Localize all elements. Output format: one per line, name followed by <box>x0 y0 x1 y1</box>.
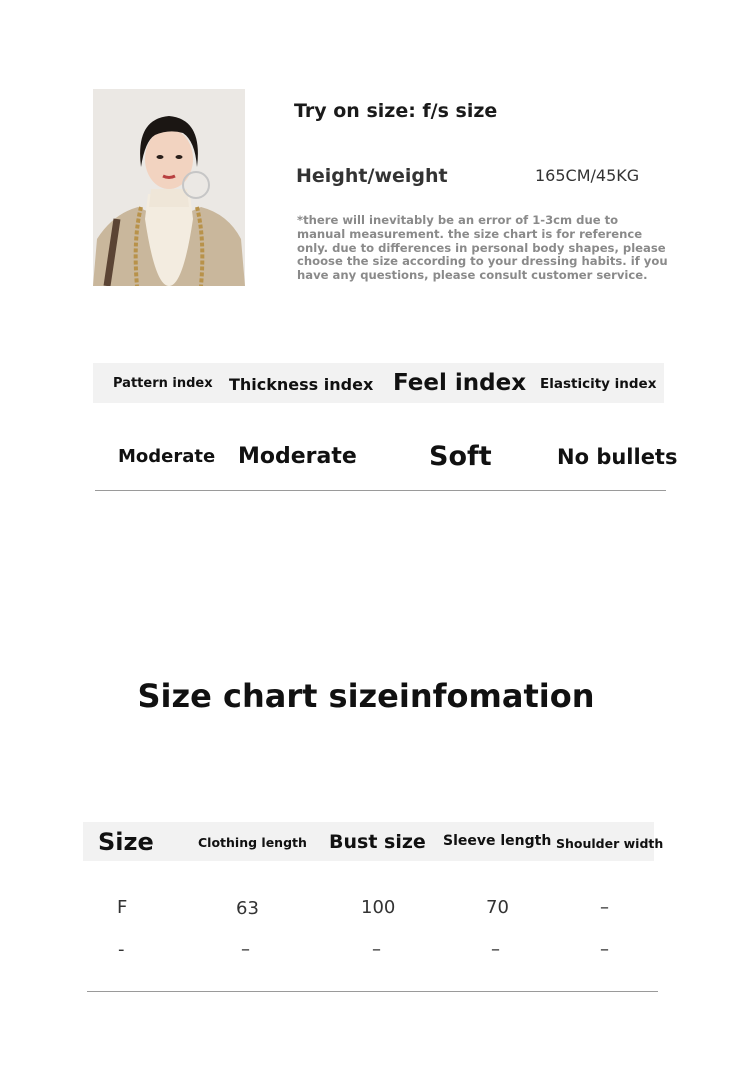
clothing-length-header: Clothing length <box>198 835 307 850</box>
note-line: manual measurement. the size chart is for reference <box>297 226 643 241</box>
height-weight-label: Height/weight <box>296 165 448 187</box>
pattern-index-header: Pattern index <box>113 376 213 391</box>
bust-size-header: Bust size <box>329 831 426 853</box>
note-line: choose the size according to your dressing habits. if you <box>297 254 668 269</box>
shoulder-width-header: Shoulder width <box>556 836 664 851</box>
try-on-size: Try on size: f/s size <box>294 100 498 122</box>
table-cell: 63 <box>236 898 259 919</box>
thickness-index-header: Thickness index <box>229 375 374 394</box>
elasticity-index-header: Elasticity index <box>540 376 657 392</box>
table-cell: – <box>600 897 609 918</box>
note-line: *there will inevitably be an error of 1-3cm due to <box>297 213 619 227</box>
size-header: Size <box>98 828 154 856</box>
sleeve-length-header: Sleeve length <box>443 833 552 849</box>
model-illustration <box>93 89 245 286</box>
table-cell: – <box>372 939 381 960</box>
table-cell: – <box>491 939 500 960</box>
height-weight-value: 165CM/45KG <box>535 166 640 185</box>
model-photo <box>93 89 245 286</box>
measurement-note <box>297 214 677 283</box>
note-line: have any questions, please consult customer service. <box>297 268 648 283</box>
table-divider <box>87 991 658 992</box>
feel-index-value: Soft <box>429 441 492 472</box>
table-cell: 70 <box>486 897 509 918</box>
index-divider <box>95 490 666 491</box>
note-line: only. due to differences in personal body shapes, please <box>297 240 666 255</box>
thickness-index-value: Moderate <box>238 444 357 469</box>
pattern-index-value: Moderate <box>118 446 216 467</box>
table-cell: 100 <box>361 897 396 918</box>
size-chart-title: Size chart sizeinfomation <box>137 677 595 715</box>
elasticity-index-value: No bullets <box>557 445 678 469</box>
feel-index-header: Feel index <box>393 370 527 396</box>
table-cell: – <box>241 939 250 960</box>
table-cell: - <box>118 939 125 960</box>
table-cell: – <box>600 939 609 960</box>
table-cell: F <box>117 897 128 918</box>
